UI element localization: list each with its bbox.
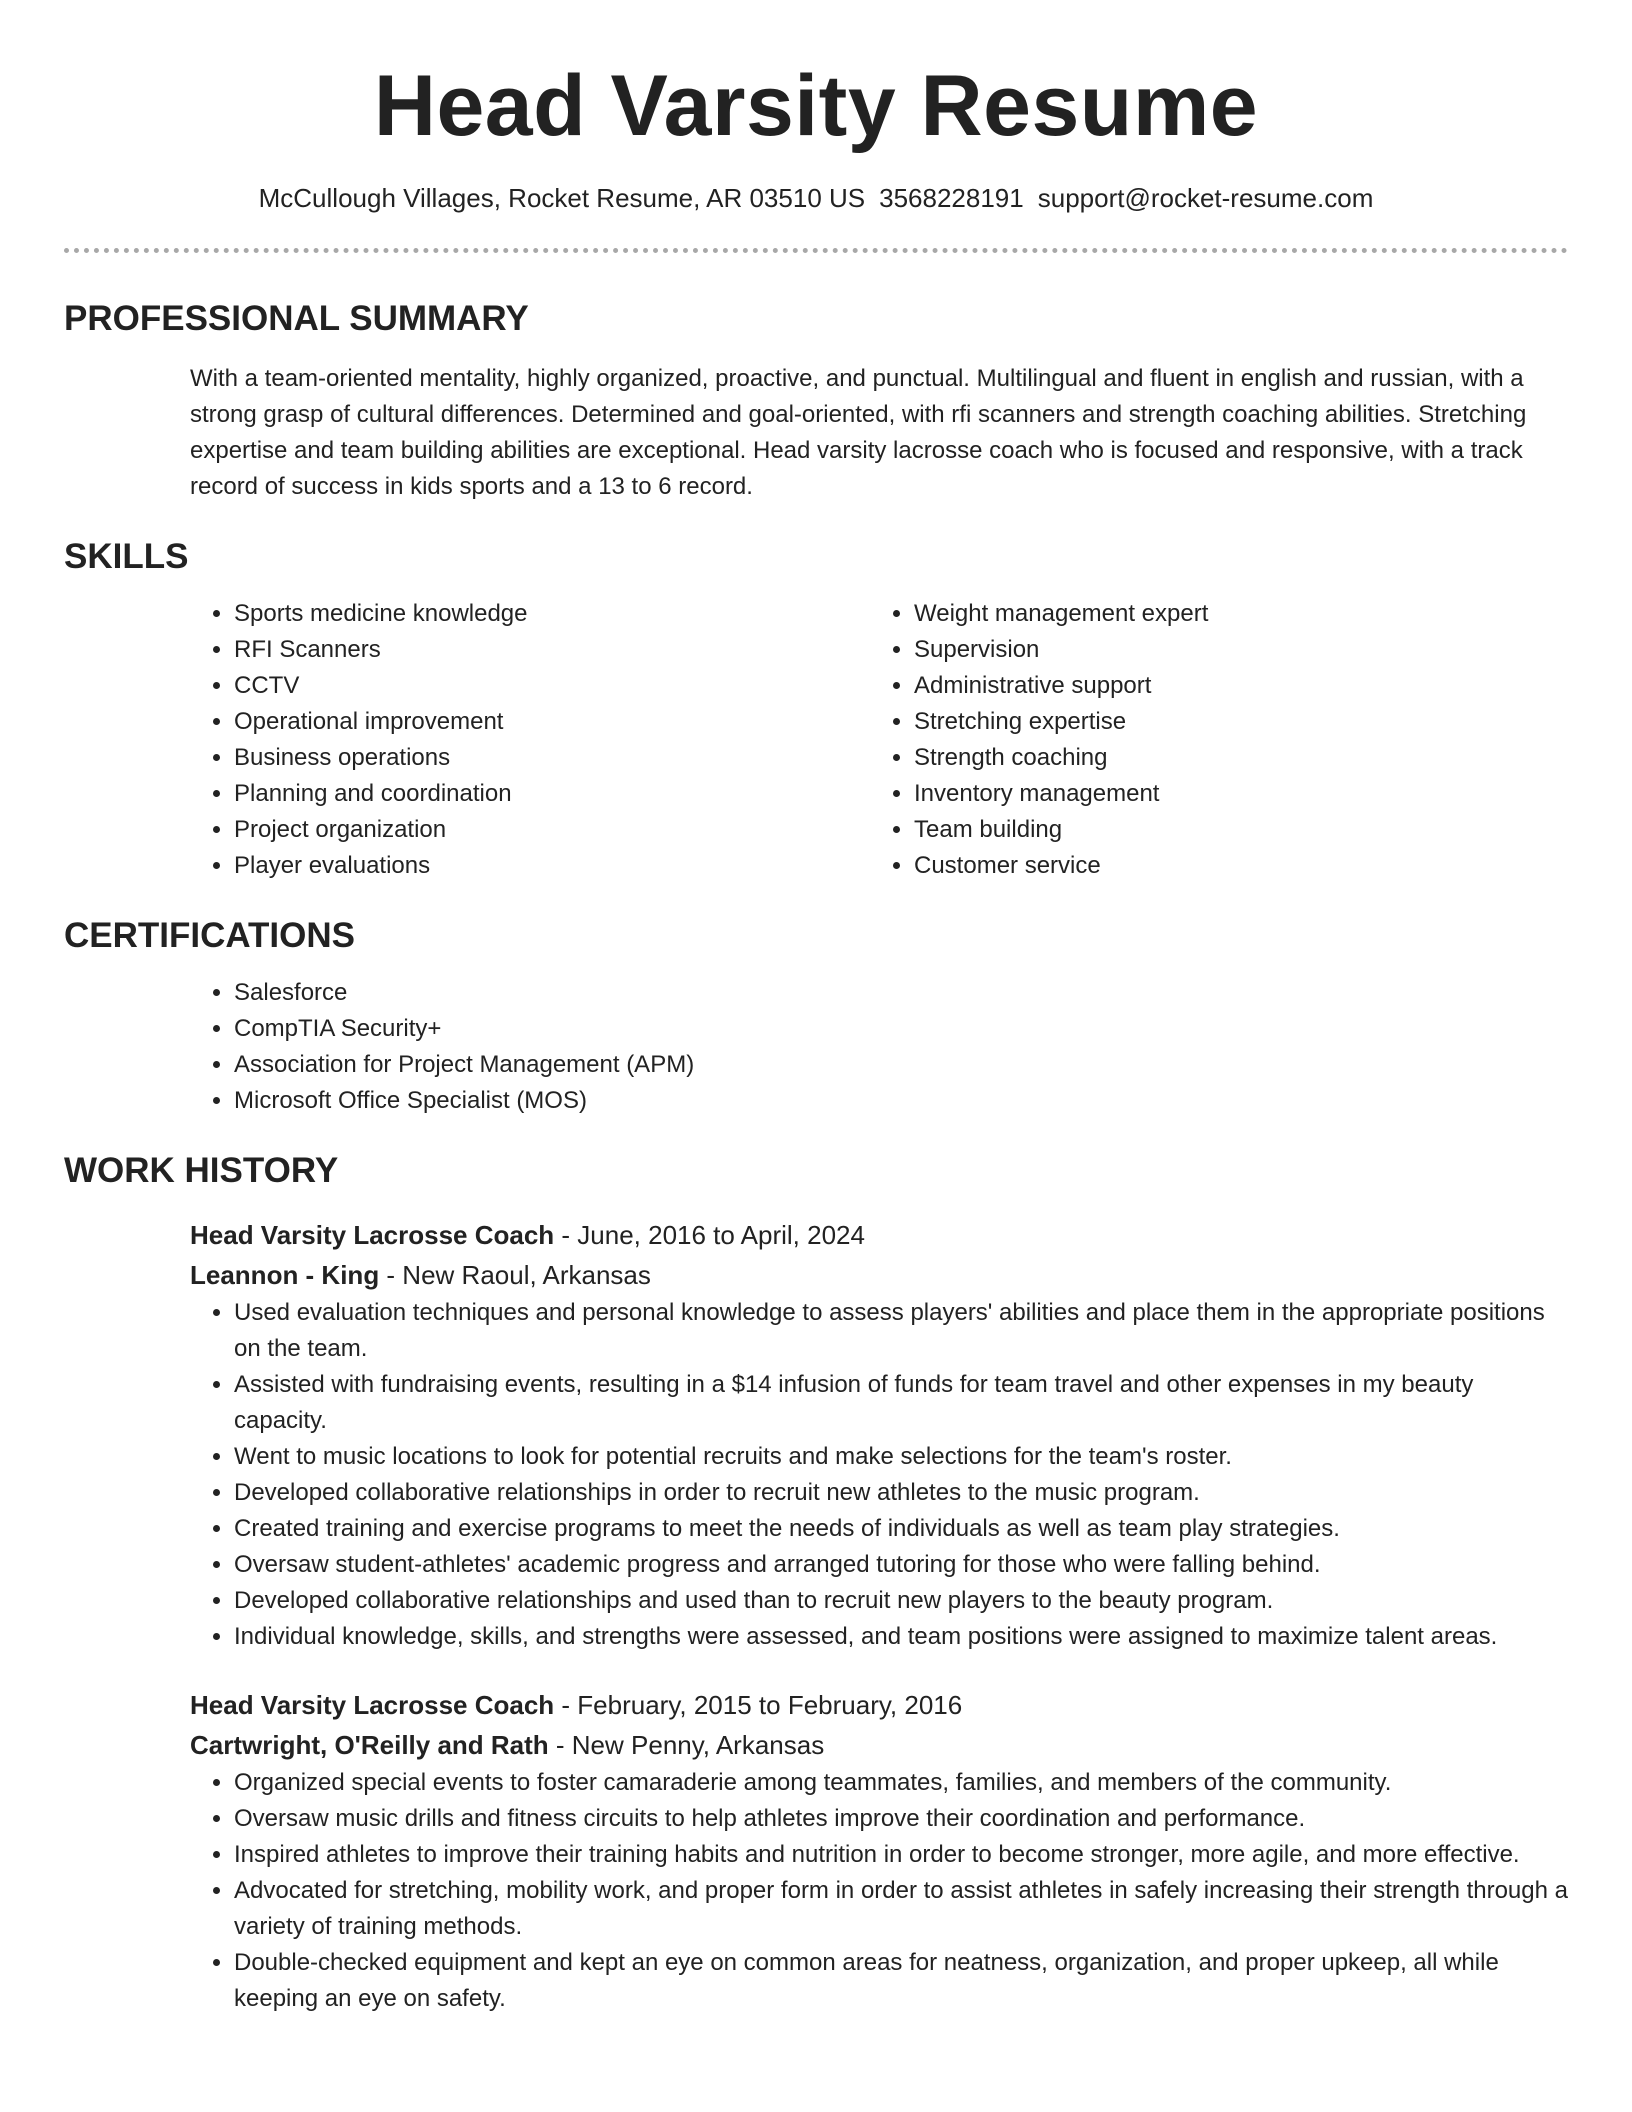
job-bullet: • Oversaw student-athletes' academic progress and arranged tutoring for those who were falling behind. [234,1547,1568,1583]
skill-item: • Supervision [914,632,1550,668]
job-dates: - February, 2015 to February, 2016 [554,1690,963,1720]
job-bullet: • Advocated for stretching, mobility work, and proper form in order to assist athletes in safely increasing their strength through a variety of training methods. [234,1873,1568,1945]
summary-section [64,297,1568,505]
skill-item: • Customer service [914,848,1550,884]
skill-item: • CCTV [234,668,870,704]
summary-heading: PROFESSIONAL SUMMARY [64,299,529,338]
job-bullet: • Created training and exercise programs to meet the needs of individuals as well as team play strategies. [234,1511,1568,1547]
summary-text: With a team-oriented mentality, highly organized, proactive, and punctual. Multilingual and fluent in english and russian, with a strong grasp of cultural differences. Determined and goal-oriented, with rfi scanners and strength coaching abilities. Stretching expertise and team building abilities are exceptional. Head varsity lacrosse coach who is focused and responsive, with a track record of success in kids sports and a 13 to 6 record. [190,365,1527,500]
skill-item: • Sports medicine knowledge [234,596,870,632]
job-location: - New Penny, Arkansas [548,1730,825,1760]
job-title-line [190,1685,1568,1725]
certification-item: • Salesforce [234,975,1568,1011]
certification-item: • Association for Project Management (APM) [234,1047,1568,1083]
job-role: Head Varsity Lacrosse Coach [190,1690,555,1720]
header-divider [64,248,1568,253]
work-history-heading: WORK HISTORY [64,1151,339,1190]
contact-email: support@rocket-resume.com [1037,183,1374,213]
skills-grid [190,596,1568,884]
job-entry [190,1685,1568,2017]
job-company-line [190,1725,1568,1765]
certifications-section [64,914,1568,1119]
job-bullet: • Organized special events to foster camaraderie among teammates, families, and members of the community. [234,1765,1568,1801]
job-bullet: • Developed collaborative relationships in order to recruit new athletes to the music program. [234,1475,1568,1511]
job-bullet: • Used evaluation techniques and personal knowledge to assess players' abilities and place them in the appropriate positions on the team. [234,1295,1568,1367]
certifications-list-wrap [190,975,1568,1119]
job-company: Leannon - King [190,1260,380,1290]
skill-item: • Operational improvement [234,704,870,740]
skills-list-left [190,596,870,884]
job-bullets [190,1765,1568,2017]
skill-item: • Project organization [234,812,870,848]
resume-title: Head Varsity Resume [373,58,1259,154]
job-bullet: • Developed collaborative relationships and used than to recruit new players to the beauty program. [234,1583,1568,1619]
job-bullet: • Oversaw music drills and fitness circuits to help athletes improve their coordination and performance. [234,1801,1568,1837]
skill-item: • Stretching expertise [914,704,1550,740]
skills-column-right [870,596,1550,884]
certification-item: • CompTIA Security+ [234,1011,1568,1047]
job-bullet: • Assisted with fundraising events, resulting in a $14 infusion of funds for team travel and other expenses in my beauty capacity. [234,1367,1568,1439]
skill-item: • Planning and coordination [234,776,870,812]
contact-line [64,181,1568,215]
skill-item: • Weight management expert [914,596,1550,632]
skill-item: • Team building [914,812,1550,848]
job-bullets [190,1295,1568,1655]
job-bullet: • Went to music locations to look for potential recruits and make selections for the team's roster. [234,1439,1568,1475]
skills-heading: SKILLS [64,537,189,576]
job-role: Head Varsity Lacrosse Coach [190,1220,555,1250]
skill-item: • Inventory management [914,776,1550,812]
skills-column-left [190,596,870,884]
certifications-heading: CERTIFICATIONS [64,916,356,955]
job-bullet: • Double-checked equipment and kept an eye on common areas for neatness, organization, and proper upkeep, all while keeping an eye on safety. [234,1945,1568,2017]
skills-list-right [870,596,1550,884]
job-company-line [190,1255,1568,1295]
skill-item: • Player evaluations [234,848,870,884]
skills-section [64,535,1568,884]
job-bullet: • Individual knowledge, skills, and strengths were assessed, and team positions were assigned to maximize talent areas. [234,1619,1568,1655]
job-location: - New Raoul, Arkansas [379,1260,651,1290]
job-company: Cartwright, O'Reilly and Rath [190,1730,549,1760]
skill-item: • Business operations [234,740,870,776]
job-bullet: • Inspired athletes to improve their training habits and nutrition in order to become stronger, more agile, and more effective. [234,1837,1568,1873]
work-history-section [64,1149,1568,2017]
certification-item: • Microsoft Office Specialist (MOS) [234,1083,1568,1119]
job-title-line [190,1215,1568,1255]
skill-item: • RFI Scanners [234,632,870,668]
certifications-list [190,975,1568,1119]
contact-address: McCullough Villages, Rocket Resume, AR 03510 US [258,183,866,213]
contact-phone: 3568228191 [879,183,1024,213]
skill-item: • Strength coaching [914,740,1550,776]
job-dates: - June, 2016 to April, 2024 [554,1220,865,1250]
job-entry [190,1215,1568,1655]
skill-item: • Administrative support [914,668,1550,704]
